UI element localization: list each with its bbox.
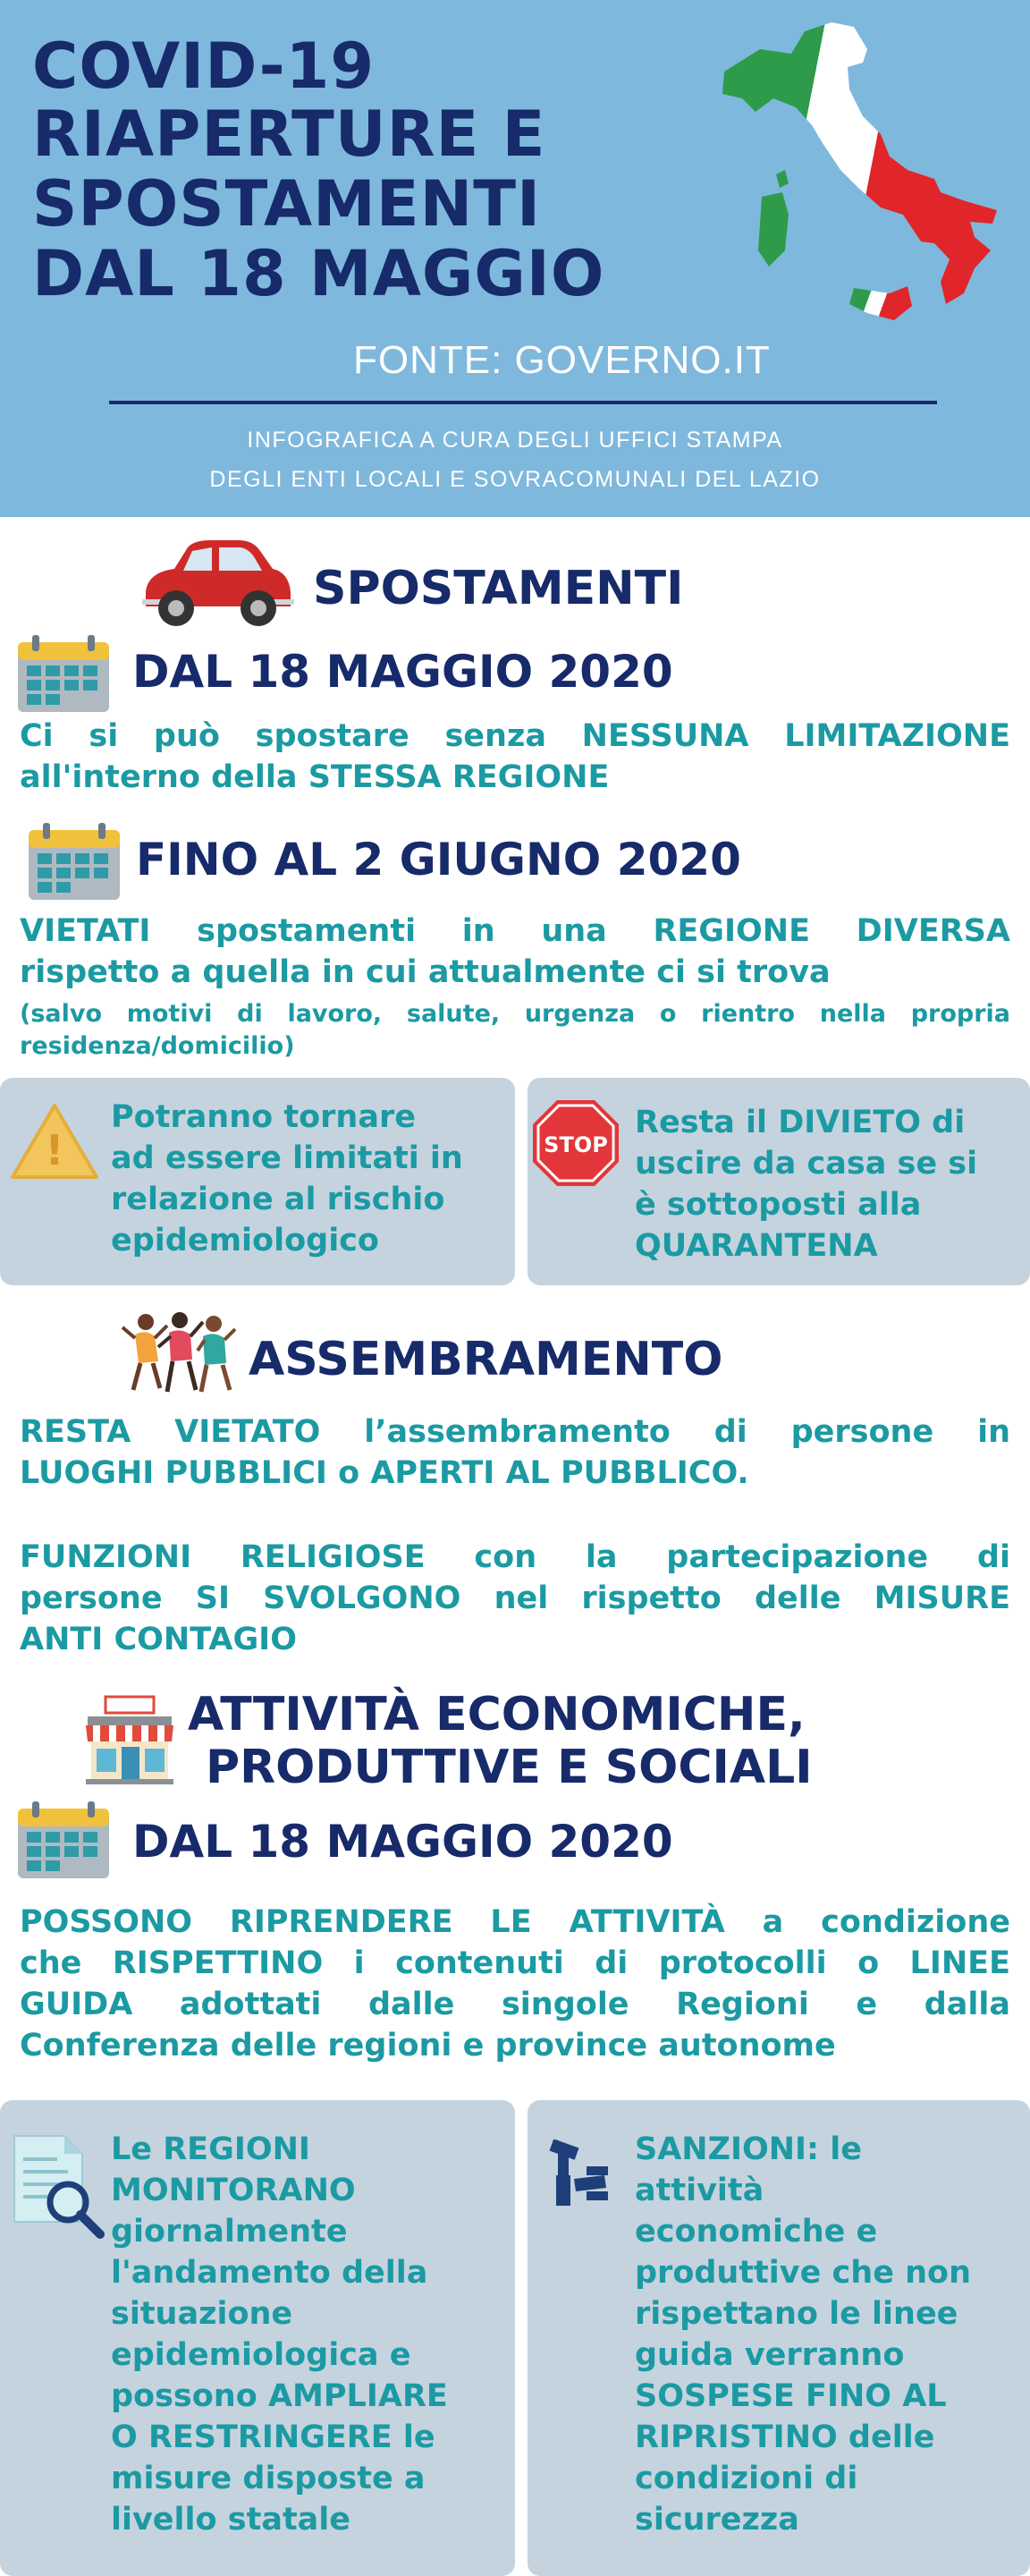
sanctions-box-line-7: SOSPESE FINO AL xyxy=(635,2378,947,2414)
document-search-icon xyxy=(9,2132,107,2240)
spostamenti-text-1-line-2: all'interno della STESSA REGIONE xyxy=(20,759,610,795)
calendar-icon xyxy=(16,633,111,714)
sanctions-box-line-6: guida verranno xyxy=(635,2337,905,2373)
attivita-text-line-3: GUIDA adottati dalle singole Regioni e dalla xyxy=(20,1987,1010,2022)
quarantine-box-line-4: QUARANTENA xyxy=(635,1228,878,1264)
title-line-2: RIAPERTURE E xyxy=(32,97,546,171)
header-banner xyxy=(0,0,1030,517)
regions-box-line-9: misure disposte a xyxy=(111,2461,426,2496)
header-divider xyxy=(109,401,937,404)
gavel-icon xyxy=(547,2140,613,2207)
sanctions-box-line-2: attività xyxy=(635,2173,764,2208)
regions-box-line-7: possono AMPLIARE xyxy=(111,2378,448,2414)
regions-box-line-1: Le REGIONI xyxy=(111,2131,310,2167)
regions-box-line-8: O RESTRINGERE le xyxy=(111,2419,435,2455)
title-line-4: DAL 18 MAGGIO xyxy=(32,237,605,310)
sanctions-box-line-9: condizioni di xyxy=(635,2461,858,2496)
credit-line-2: DEGLI ENTI LOCALI E SOVRACOMUNALI DEL LAZIO xyxy=(209,467,821,492)
car-icon xyxy=(139,537,295,631)
assembramento-para-2-line-3: ANTI CONTAGIO xyxy=(20,1622,297,1657)
risk-box-line-4: epidemiologico xyxy=(111,1223,379,1258)
warning-icon xyxy=(9,1102,100,1181)
spostamenti-text-2-line-1: VIETATI spostamenti in una REGIONE DIVERSA xyxy=(20,913,1010,949)
quarantine-box-line-1: Resta il DIVIETO di xyxy=(635,1105,966,1140)
credit-line-1: INFOGRAFICA A CURA DEGLI UFFICI STAMPA xyxy=(247,428,783,453)
attivita-text-line-2: che RISPETTINO i contenuti di protocolli o LINEE xyxy=(20,1945,1010,1981)
italy-map-icon xyxy=(706,9,1019,331)
quarantine-box-line-3: è sottoposti alla xyxy=(635,1187,922,1223)
calendar-icon xyxy=(16,1800,111,1880)
sanctions-box-line-4: produttive che non xyxy=(635,2255,971,2291)
spostamenti-title: SPOSTAMENTI xyxy=(313,562,684,615)
spostamenti-text-2-line-2: rispetto a quella in cui attualmente ci si trova xyxy=(20,954,831,990)
assembramento-para-1-line-2: LUOGHI PUBBLICI o APERTI AL PUBBLICO. xyxy=(20,1455,749,1491)
regions-box-line-5: situazione xyxy=(111,2296,293,2332)
regions-box-line-4: l'andamento della xyxy=(111,2255,428,2291)
sanctions-box-line-3: economiche e xyxy=(635,2214,878,2250)
warning-mark: ! xyxy=(45,1126,64,1174)
title-line-1: COVID-19 xyxy=(32,30,376,103)
risk-box-line-3: relazione al rischio xyxy=(111,1182,445,1217)
date-heading-2: FINO AL 2 GIUGNO 2020 xyxy=(136,834,741,886)
sanctions-box-line-5: rispettano le linee xyxy=(635,2296,958,2332)
spostamenti-note-line-2: residenza/domicilio) xyxy=(20,1032,295,1060)
attivita-text-line-1: POSSONO RIPRENDERE LE ATTIVITÀ a condizione xyxy=(20,1904,1010,1940)
date-heading-1: DAL 18 MAGGIO 2020 xyxy=(132,646,673,698)
quarantine-box-line-2: uscire da casa se si xyxy=(635,1146,978,1182)
assembramento-para-2-line-2: persone SI SVOLGONO nel rispetto delle MISURE xyxy=(20,1580,1010,1616)
sanctions-box-line-1: SANZIONI: le xyxy=(635,2131,862,2167)
regions-box-line-6: epidemiologica e xyxy=(111,2337,411,2373)
title-line-3: SPOSTAMENTI xyxy=(32,167,541,241)
regions-box-line-2: MONITORANO xyxy=(111,2173,356,2208)
stop-sign-icon xyxy=(529,1097,622,1190)
spostamenti-note-line-1: (salvo motivi di lavoro, salute, urgenza o rientro nella propria xyxy=(20,1000,1010,1028)
spostamenti-text-1-line-1: Ci si può spostare senza NESSUNA LIMITAZIONE xyxy=(20,718,1010,754)
calendar-icon xyxy=(27,821,122,902)
attivita-text-line-4: Conferenza delle regioni e province autonome xyxy=(20,2028,836,2063)
regions-box-line-3: giornalmente xyxy=(111,2214,348,2250)
sanctions-box-line-10: sicurezza xyxy=(635,2502,799,2538)
stop-sign-label: STOP xyxy=(544,1132,608,1157)
attivita-title-line-1: ATTIVITÀ ECONOMICHE, xyxy=(188,1688,806,1741)
assembramento-title: ASSEMBRAMENTO xyxy=(249,1333,723,1386)
risk-box-line-2: ad essere limitati in xyxy=(111,1140,463,1176)
shop-icon xyxy=(82,1695,177,1786)
source-label: FONTE: GOVERNO.IT xyxy=(353,338,771,382)
regions-box-line-10: livello statale xyxy=(111,2502,351,2538)
attivita-title-line-2: PRODUTTIVE E SOCIALI xyxy=(206,1741,813,1794)
risk-box-line-1: Potranno tornare xyxy=(111,1099,416,1135)
crowd-dancing-icon xyxy=(121,1308,237,1397)
date-heading-3: DAL 18 MAGGIO 2020 xyxy=(132,1816,673,1868)
sanctions-box-line-8: RIPRISTINO delle xyxy=(635,2419,935,2455)
assembramento-para-1-line-1: RESTA VIETATO l’assembramento di persone in xyxy=(20,1414,1010,1450)
assembramento-para-2-line-1: FUNZIONI RELIGIOSE con la partecipazione di xyxy=(20,1539,1010,1575)
